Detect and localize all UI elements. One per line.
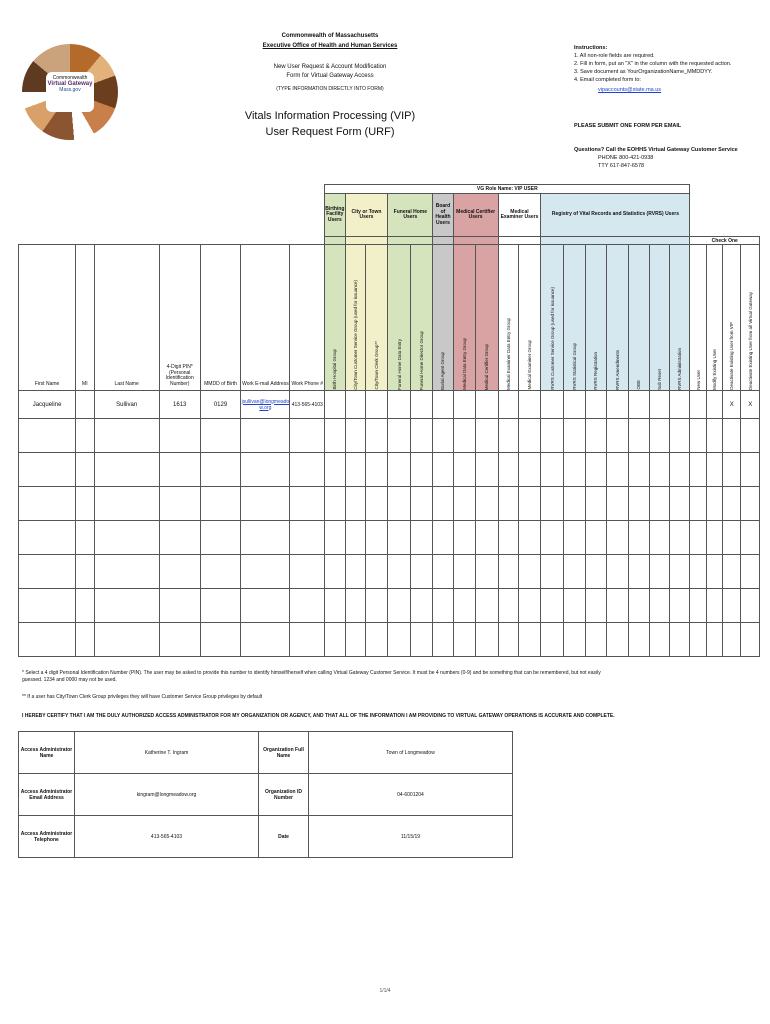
table-row [19, 391, 760, 419]
role-label: Medical Examiner Data Entry Group [505, 317, 511, 390]
instructions-email-link[interactable]: vipaccounts@state.ma.us [598, 87, 662, 93]
cell[interactable] [94, 589, 159, 623]
table-row [19, 487, 760, 521]
form-title-1: Vitals Information Processing (VIP) [244, 110, 416, 122]
phone-line: PHONE 800-421-0938 [598, 155, 654, 161]
action-deactivate-vip [723, 245, 741, 391]
role-cell[interactable] [345, 391, 365, 419]
cell[interactable] [94, 555, 159, 589]
role-cell[interactable] [388, 391, 410, 419]
instructions-heading: Instructions: [574, 45, 608, 51]
cell[interactable] [241, 521, 290, 555]
cell[interactable] [200, 589, 241, 623]
cell[interactable] [200, 521, 241, 555]
role-rvrs-administration [669, 245, 690, 391]
role-cell[interactable] [606, 391, 628, 419]
cell[interactable] [76, 419, 94, 453]
role-name-header: VG Role Name: VIP USER [325, 185, 690, 194]
cell[interactable] [159, 419, 200, 453]
cell[interactable] [94, 623, 159, 657]
logo-text-3: Mass.gov [59, 87, 81, 93]
cell[interactable] [290, 623, 325, 657]
role-label: Burial Agent Group [440, 351, 446, 390]
cell-mmdd[interactable]: 0129 [200, 391, 241, 419]
clerk-note: ** If a user has City/Town Clerk Group privileges they will have Customer Service Group privileges by default [22, 694, 263, 700]
cell[interactable] [241, 487, 290, 521]
admin-telephone-field[interactable]: 413-565-4103 [75, 816, 259, 858]
col-last-name: Last Name [94, 245, 159, 391]
admin-email-field[interactable]: kingram@longmeadow.org [75, 774, 259, 816]
role-funeral-director [410, 245, 432, 391]
table-row [19, 419, 760, 453]
instruction-1: 1. All non-role fields are required. [574, 53, 655, 59]
cell[interactable] [200, 555, 241, 589]
cell[interactable] [19, 521, 76, 555]
mark-deactivate-all[interactable]: X [741, 391, 760, 419]
instruction-4: 4. Email completed form to: [574, 77, 641, 83]
group-medexam: Medical Examiner Users [498, 194, 541, 237]
header-line-2: Executive Office of Health and Human Services [262, 43, 398, 49]
cell-first-name[interactable]: Jacqueline [19, 391, 76, 419]
table-row [19, 521, 760, 555]
role-cell[interactable] [410, 391, 432, 419]
group-medcert: Medical Certifier Users [453, 194, 498, 237]
cell[interactable] [19, 419, 76, 453]
cell[interactable] [76, 487, 94, 521]
role-label: New User [695, 370, 701, 390]
instruction-2: 2. Fill in form, put an "X" in the column with the requested action. [574, 61, 732, 67]
role-cell[interactable] [563, 391, 585, 419]
role-cell[interactable] [586, 391, 606, 419]
cell[interactable] [76, 521, 94, 555]
role-me-data-entry [498, 245, 518, 391]
admin-name-label: Access Administrator Name [19, 732, 75, 774]
cell[interactable] [76, 453, 94, 487]
role-label: RVRS Registration [593, 352, 599, 390]
header-line-1: Commonwealth of Massachusetts [281, 33, 379, 39]
role-city-customer-service [345, 245, 365, 391]
role-cell[interactable] [498, 391, 518, 419]
role-label: Funeral Home Data Entry [396, 338, 402, 390]
role-obe [629, 245, 649, 391]
submit-note: PLEASE SUBMIT ONE FORM PER EMAIL [574, 123, 682, 129]
cell[interactable] [290, 521, 325, 555]
cell[interactable] [241, 623, 290, 657]
header-sub-2: Form for Virtual Gateway Access [286, 73, 374, 79]
group-birthing: Birthing Facility Users [325, 194, 345, 237]
mark-deactivate-vip[interactable]: X [723, 391, 741, 419]
action-new-user [690, 245, 706, 391]
role-label: Medical Certifier Group [484, 343, 490, 390]
role-rvrs-registration [586, 245, 606, 391]
cell[interactable] [200, 623, 241, 657]
role-cell[interactable] [433, 391, 453, 419]
role-burial-agent [433, 245, 453, 391]
eohhs-logo [22, 44, 118, 140]
date-label: Date [259, 816, 309, 858]
cell[interactable] [241, 453, 290, 487]
role-rvrs-amendments [606, 245, 628, 391]
role-label: RVRS Administration [677, 348, 683, 390]
role-cell[interactable] [476, 391, 498, 419]
cell[interactable] [290, 419, 325, 453]
cell[interactable] [76, 555, 94, 589]
logo-text-2: Virtual Gateway [47, 81, 93, 87]
instructions [574, 44, 731, 94]
user-request-grid [18, 184, 760, 657]
role-label: OBE [636, 380, 642, 390]
table-row [19, 555, 760, 589]
table-row [19, 589, 760, 623]
group-board: Board of Health Users [433, 194, 453, 237]
form-title-2: User Request Form (URF) [265, 126, 395, 138]
role-sub-reset [649, 245, 669, 391]
cell[interactable] [76, 589, 94, 623]
role-cell[interactable] [541, 391, 563, 419]
instruction-3: 3. Save document as YourOrganizationName_MMDDYY. [574, 69, 713, 75]
pin-note: * Select a 4 digit Personal Identification Number (PIN). The user may be asked to provide this number to identify himself/herself when calling Virtual Gateway Customer Service. It must be 4 numbers (0-9) and be something that can be remembered, but not easily guessed. 1234 and 0000 may not be used. [22, 670, 601, 683]
header-sub-3: (TYPE INFORMATION DIRECTLY INTO FORM) [276, 86, 384, 92]
org-id-field[interactable]: 04-6001204 [309, 774, 513, 816]
col-pin: 4-Digit PIN* (Personal Identification Number) [159, 245, 200, 391]
questions-note: Questions? Call the EOHHS Virtual Gateway Customer Service [574, 147, 738, 153]
cell-phone[interactable]: 413-565-4103 [290, 391, 325, 419]
certify-statement: I HEREBY CERTIFY THAT I AM THE DULY AUTHORIZED ACCESS ADMINISTRATOR FOR MY ORGANIZATION OR AGENCY, AND THAT ALL OF THE INFORMATION I AM PROVIDING TO VIRTUAL GATEWAY OPERATIONS IS ACCURATE AND COMPLETE. [22, 713, 615, 719]
col-phone: Work Phone # [290, 245, 325, 391]
action-deactivate-all [741, 245, 760, 391]
role-cell[interactable] [629, 391, 649, 419]
header-sub-1: New User Request & Account Modification [273, 64, 387, 70]
cell[interactable] [94, 487, 159, 521]
org-name-label: Organization Full Name [259, 732, 309, 774]
role-birth-hospital [325, 245, 345, 391]
admin-telephone-label: Access Administrator Telephone [19, 816, 75, 858]
logo-center [46, 72, 94, 112]
cell[interactable] [290, 453, 325, 487]
role-label: Deactivate Existing User from all Virtual Gateway [747, 292, 753, 390]
role-label: Medical Data Entry Group [461, 338, 467, 390]
role-cell[interactable] [365, 391, 387, 419]
role-funeral-data-entry [388, 245, 410, 391]
role-cell[interactable] [518, 391, 540, 419]
group-funeral: Funeral Home Users [388, 194, 433, 237]
cell[interactable] [19, 555, 76, 589]
group-city: City or Town Users [345, 194, 388, 237]
role-label: RVRS Amendments [614, 350, 620, 390]
action-modify-user [706, 245, 722, 391]
role-medical-examiner [518, 245, 540, 391]
admin-table [18, 731, 513, 858]
table-row [19, 623, 760, 657]
role-rvrs-customer-service [541, 245, 563, 391]
page-number: 1/1/4 [379, 988, 391, 994]
cell-pin[interactable]: 1613 [159, 391, 200, 419]
role-city-clerk [365, 245, 387, 391]
cell[interactable] [200, 419, 241, 453]
cell[interactable] [159, 623, 200, 657]
role-label: Medical Examiner Group [527, 340, 533, 390]
admin-email-label: Access Administrator Email Address [19, 774, 75, 816]
role-medical-certifier [476, 245, 498, 391]
cell[interactable] [94, 453, 159, 487]
cell[interactable] [200, 487, 241, 521]
role-cell[interactable] [649, 391, 669, 419]
cell-email[interactable]: jsullivan@longmeadow.org [241, 391, 290, 419]
role-cell[interactable] [669, 391, 690, 419]
role-label: Modify Existing User [711, 348, 717, 390]
cell[interactable] [241, 589, 290, 623]
role-cell[interactable] [690, 391, 706, 419]
cell[interactable] [19, 623, 76, 657]
cell[interactable] [200, 453, 241, 487]
role-label: RVRS Customer Service Group (used for issuance) [549, 287, 555, 390]
role-label: Funeral Home Director Group [419, 330, 425, 390]
cell[interactable] [94, 521, 159, 555]
col-email: Work E-mail Address [241, 245, 290, 391]
role-label: Sub Reset [656, 368, 662, 390]
role-cell[interactable] [706, 391, 722, 419]
cell[interactable] [94, 419, 159, 453]
cell[interactable] [159, 487, 200, 521]
role-cell[interactable] [325, 391, 345, 419]
tty-line: TTY 617-847-6578 [598, 163, 645, 169]
col-mi: MI [76, 245, 94, 391]
role-rvrs-statistical [563, 245, 585, 391]
cell-mi[interactable] [76, 391, 94, 419]
role-label: City/Town Clerk Group** [374, 341, 380, 390]
role-label: Deactivate Existing User from VIP [729, 322, 735, 390]
table-row [19, 453, 760, 487]
role-cell[interactable] [453, 391, 475, 419]
role-label: City/Town Customer Service Group (used for issuance) [352, 280, 358, 390]
cell[interactable] [19, 589, 76, 623]
cell[interactable] [290, 589, 325, 623]
role-label: Birth Hospital Group [332, 349, 338, 390]
logo-text-1: Commonwealth [52, 75, 88, 81]
cell[interactable] [241, 419, 290, 453]
cell[interactable] [159, 589, 200, 623]
check-one-header: Check One [690, 237, 760, 245]
cell[interactable] [76, 623, 94, 657]
cell[interactable] [159, 453, 200, 487]
cell[interactable] [290, 555, 325, 589]
cell[interactable] [159, 521, 200, 555]
role-label: RVRS Statistical Group [572, 343, 578, 390]
group-rvrs: Registry of Vital Records and Statistics (RVRS) Users [541, 194, 690, 237]
col-first-name: First Name [19, 245, 76, 391]
cell[interactable] [290, 487, 325, 521]
role-medical-data-entry [453, 245, 475, 391]
org-name-field[interactable]: Town of Longmeadow [309, 732, 513, 774]
cell[interactable] [19, 453, 76, 487]
admin-name-field[interactable]: Katherine T. Ingram [75, 732, 259, 774]
cell[interactable] [19, 487, 76, 521]
cell[interactable] [241, 555, 290, 589]
date-field[interactable]: 11/15/19 [309, 816, 513, 858]
cell[interactable] [159, 555, 200, 589]
col-mmdd: MMDD of Birth [200, 245, 241, 391]
cell-last-name[interactable]: Sullivan [94, 391, 159, 419]
org-id-label: Organization ID Number [259, 774, 309, 816]
